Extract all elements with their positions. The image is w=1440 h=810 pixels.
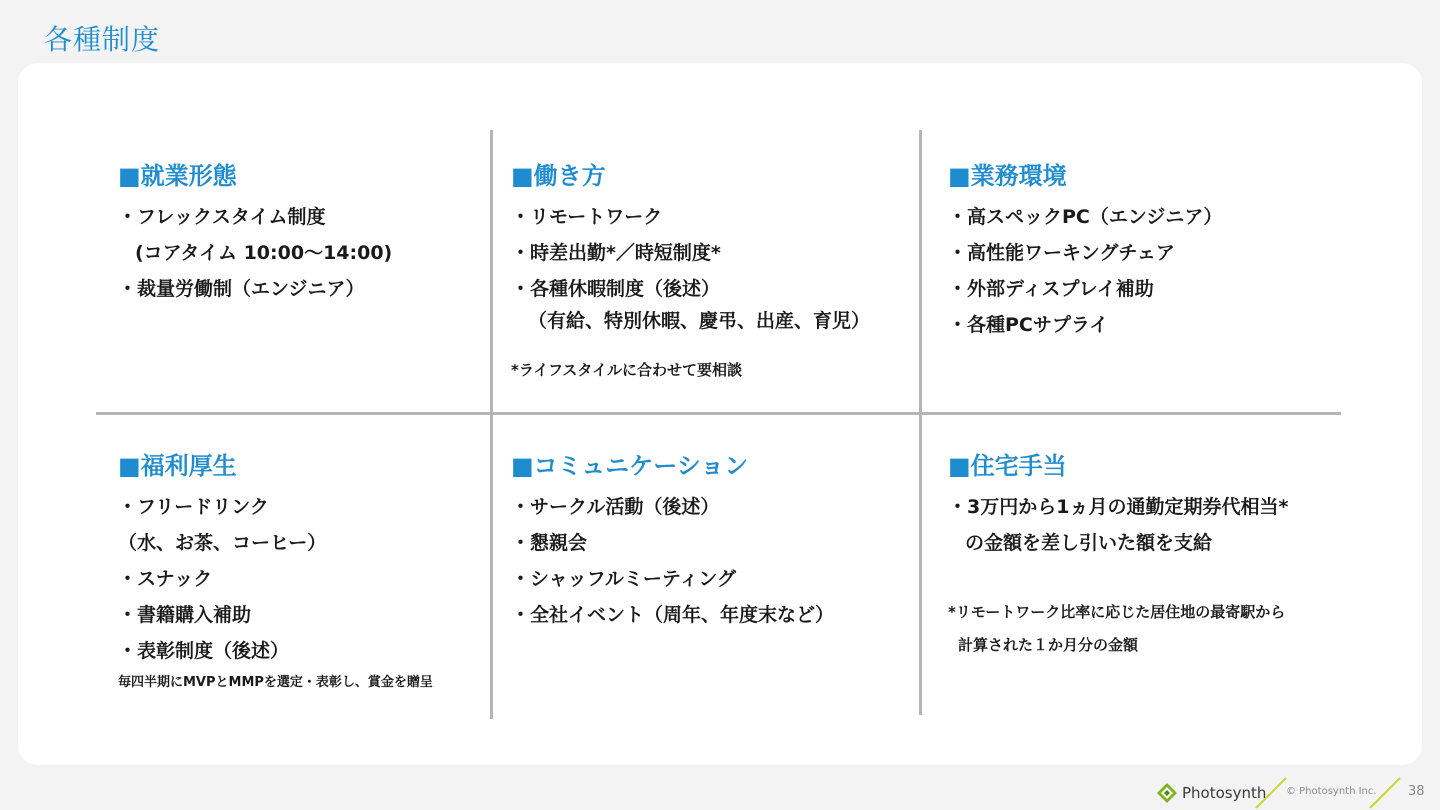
list-item: ・時差出勤*／時短制度* <box>511 242 721 264</box>
section-communication <box>511 451 834 633</box>
list-item: ・サークル活動（後述） <box>511 496 720 518</box>
divider-vertical-1 <box>490 130 493 719</box>
item-list <box>118 199 392 307</box>
list-item: ・外部ディスプレイ補助 <box>948 278 1154 300</box>
item-list <box>511 489 834 633</box>
page-title: 各種制度 <box>44 23 161 56</box>
section-benefits <box>118 451 433 690</box>
list-item: の金額を差し引いた額を支給 <box>965 532 1213 554</box>
list-item: ・各種休暇制度（後述） <box>511 278 721 300</box>
list-item: ・リモートワーク <box>511 206 663 228</box>
section-note: 計算された１か月分の金額 <box>958 636 1139 654</box>
list-item: ・各種PCサプライ <box>948 314 1109 336</box>
section-title: ■福利厚生 <box>118 452 237 480</box>
leaf-logo-icon <box>1156 782 1178 804</box>
section-title: ■コミュニケーション <box>511 452 749 480</box>
list-item: ・シャッフルミーティング <box>511 568 736 590</box>
list-item: （有給、特別休暇、慶弔、出産、育児） <box>528 310 871 332</box>
page-number: 38 <box>1408 784 1425 799</box>
section-work-environment <box>948 161 1222 343</box>
section-title: ■働き方 <box>511 162 606 190</box>
section-working-style <box>511 161 870 380</box>
section-title: ■就業形態 <box>118 162 237 190</box>
section-note: 毎四半期にMVPとMMPを選定・表彰し、賞金を贈呈 <box>118 675 433 690</box>
item-list <box>511 199 870 335</box>
list-item: ・3万円から1ヵ月の通勤定期券代相当* <box>948 496 1289 518</box>
list-item: ・高性能ワーキングチェア <box>948 242 1175 264</box>
divider-vertical-2 <box>919 130 922 715</box>
item-list <box>948 489 1288 561</box>
item-list <box>118 489 433 669</box>
section-work-style <box>118 161 392 307</box>
divider-horizontal <box>96 412 1341 415</box>
section-title: ■住宅手当 <box>948 452 1067 480</box>
section-housing-allowance <box>948 451 1288 655</box>
item-list <box>948 199 1222 343</box>
list-item: （水、お茶、コーヒー） <box>118 532 327 554</box>
content-card <box>18 63 1422 765</box>
list-item: ・フレックスタイム制度 <box>118 206 326 228</box>
list-item: ・書籍購入補助 <box>118 604 252 626</box>
logo-text: Photosynth <box>1182 784 1267 802</box>
copyright-text: © Photosynth Inc. <box>1286 786 1377 797</box>
section-note: *ライフスタイルに合わせて要相談 <box>511 361 743 379</box>
list-item: ・表彰制度（後述） <box>118 640 290 662</box>
list-item: (コアタイム 10:00〜14:00) <box>135 242 393 264</box>
company-logo <box>1156 782 1266 804</box>
list-item: ・懇親会 <box>511 532 588 554</box>
list-item: ・全社イベント（周年、年度末など） <box>511 604 835 626</box>
section-note: *リモートワーク比率に応じた居住地の最寄駅から <box>948 603 1286 621</box>
slash-divider-icon <box>1368 776 1402 810</box>
list-item: ・高スペックPC（エンジニア） <box>948 206 1223 228</box>
list-item: ・スナック <box>118 568 213 590</box>
section-title: ■業務環境 <box>948 162 1067 190</box>
list-item: ・裁量労働制（エンジニア） <box>118 278 365 300</box>
list-item: ・フリードリンク <box>118 496 269 518</box>
slash-divider-icon <box>1254 776 1288 810</box>
